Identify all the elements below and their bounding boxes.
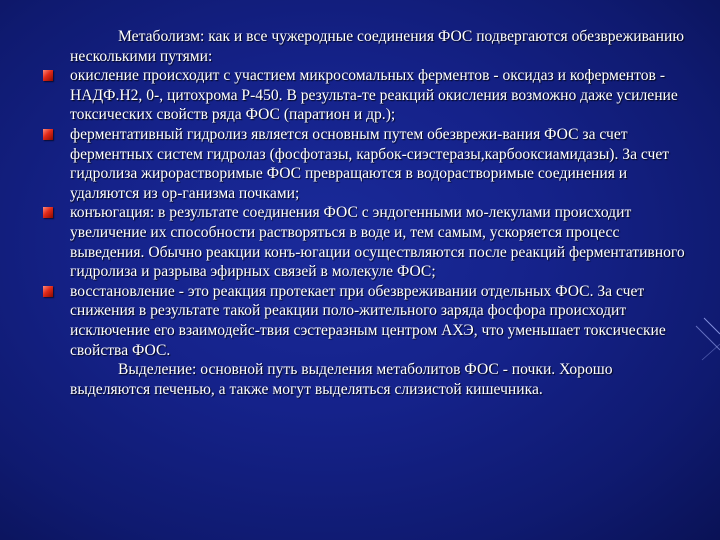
bullet-item-reduction [70, 282, 695, 360]
bullet-text: окисление происходит с участием микросомальных ферментов - оксидаз и коферментов - НАДФ.Н2, 0-, цитохрома Р-450. В результа-те реакций окисления возможно даже усиление токсических свойств ряда ФОС (паратион и др.); [70, 67, 678, 124]
bullet-square-icon [43, 70, 53, 81]
intro-paragraph: Метаболизм: как и все чужеродные соединения ФОС подвергаются обезвреживанию несколькими путями: [70, 28, 685, 65]
bullet-item-conjugation [70, 203, 695, 281]
slide-text-body [70, 27, 695, 399]
bullet-text: ферментативный гидролиз является основным путем обезврежи-вания ФОС за счет ферментных систем гидролаз (фосфотазы, карбок-сиэстеразы,карбооксиамидазы). За счет гидролиза жирорастворимые ФОС превращаются в водорастворимые соединения и удаляются из ор-ганизма почками; [70, 125, 670, 202]
bullet-text: восстановление - это реакция протекает при обезвреживании отдельных ФОС. За счет снижения в результате такой реакции поло-жительного заряда фосфора происходит исключение его взаимодейс-твия сэстеразным центром АХЭ, что уменьшает токсические свойства ФОС. [70, 282, 666, 359]
outro-paragraph: Выделение: основной путь выделения метаболитов ФОС - почки. Хорошо выделяются печенью, а также могут выделяться слизистой кишечника. [70, 361, 613, 398]
bullet-text: конъюгация: в результате соединения ФОС с эндогенными мо-лекулами происходит увеличение их способности растворяться в воде и, тем самым, ускоряется процесс выведения. Обычно реакции конъ-югации осуществляются после реакций ферментативного гидролиза и разрыва эфирных связей в молекуле ФОС; [70, 204, 685, 281]
bullet-item-hydrolysis [70, 125, 695, 203]
bullet-square-icon [43, 129, 53, 140]
bullet-item-oxidation [70, 66, 695, 125]
bullet-square-icon [43, 286, 53, 297]
bullet-square-icon [43, 207, 53, 218]
